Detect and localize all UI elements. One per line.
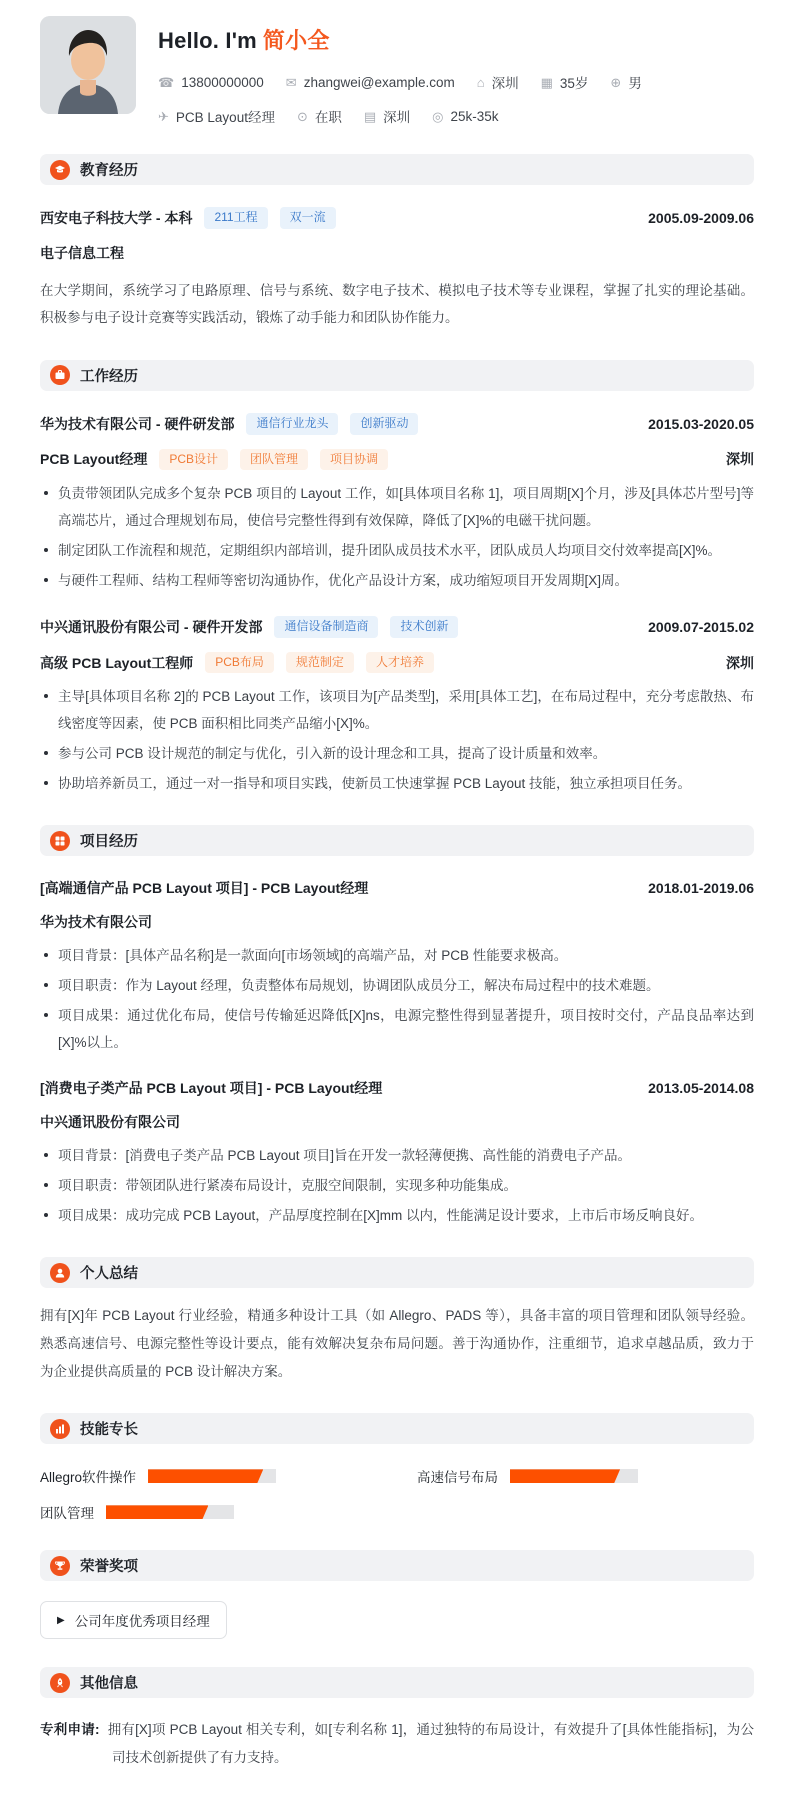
skill-grid — [40, 1466, 754, 1522]
job-title-value: PCB Layout经理 — [175, 110, 275, 125]
project-bullets — [40, 942, 754, 1056]
project-entry-header — [40, 1078, 754, 1098]
other-info-label: 专利申请: — [40, 1722, 100, 1738]
expand-arrow-icon: ▶ — [57, 1614, 65, 1626]
salary-icon: ◎ — [432, 108, 444, 124]
job-title-item — [158, 106, 275, 126]
age-value: 35岁 — [559, 76, 589, 91]
project-name: [消费电子类产品 PCB Layout 项目] - PCB Layout经理 — [40, 1080, 383, 1097]
section-title-skills: 技能专长 — [80, 1422, 138, 1439]
project-name: [高端通信产品 PCB Layout 项目] - PCB Layout经理 — [40, 880, 369, 897]
project-company-row — [40, 912, 754, 932]
company-tag: 通信行业龙头 — [246, 413, 338, 435]
education-date: 2005.09-2009.06 — [648, 209, 754, 226]
project-bullet: 项目背景：[具体产品名称]是一款面向[市场领域]的高端产品，对 PCB 性能要求极高。 — [40, 942, 754, 969]
contact-row-1 — [158, 72, 642, 92]
role-tag: 人才培养 — [366, 652, 434, 674]
project-company: 中兴通讯股份有限公司 — [40, 1114, 180, 1131]
skill-label: Allegro软件操作 — [40, 1470, 137, 1486]
section-title-education: 教育经历 — [80, 163, 138, 179]
skill-bar-fill — [148, 1469, 263, 1483]
avatar-illustration — [40, 16, 136, 114]
job-status-icon: ⊙ — [296, 108, 308, 124]
age-item — [541, 72, 589, 92]
phone-item — [158, 75, 264, 90]
header-main — [158, 16, 642, 126]
summary-icon — [50, 1263, 70, 1283]
job-bullet: 与硬件工程师、结构工程师等密切沟通协作，优化产品设计方案，成功缩短项目开发周期[X]周。 — [40, 567, 754, 594]
job-status-value: 在职 — [314, 110, 342, 125]
projects-icon — [50, 831, 70, 851]
gender-value: 男 — [628, 76, 642, 91]
phone-icon: ☎ — [158, 74, 175, 90]
section-header-other — [40, 1667, 754, 1698]
page-title — [158, 24, 642, 55]
project-entry-header — [40, 878, 754, 898]
job-entry-header — [40, 616, 754, 638]
other-info-text — [40, 1716, 754, 1771]
education-entry-header — [40, 207, 754, 229]
section-header-work — [40, 360, 754, 391]
job-role-row — [40, 652, 754, 674]
section-header-education — [40, 154, 754, 185]
gender-item — [610, 72, 641, 92]
phone-value: 13800000000 — [181, 74, 264, 90]
skill-bar-fill — [106, 1505, 208, 1519]
role-tag: 规范制定 — [286, 652, 354, 674]
avatar — [40, 16, 136, 114]
company-name: 华为技术有限公司 - 硬件研发部 — [40, 415, 235, 432]
section-title-projects: 项目经历 — [80, 834, 138, 851]
company-name: 中兴通讯股份有限公司 - 硬件开发部 — [40, 618, 263, 635]
project-bullet: 项目职责：作为 Layout 经理，负责整体布局规划，协调团队成员分工，解决布局过程中的技术难题。 — [40, 972, 754, 999]
job-title-icon: ✈ — [158, 108, 169, 124]
home-city-item — [477, 72, 519, 92]
honor-label: 公司年度优秀项目经理 — [74, 1614, 210, 1630]
role-name: 高级 PCB Layout工程师 — [40, 654, 194, 671]
section-header-projects — [40, 825, 754, 856]
project-bullet: 项目背景：[消费电子类产品 PCB Layout 项目]旨在开发一款轻薄便携、高性能的消费电子产品。 — [40, 1142, 754, 1169]
work-icon — [50, 365, 70, 385]
project-company-row — [40, 1112, 754, 1132]
education-description: 在大学期间，系统学习了电路原理、信号与系统、数字电子技术、模拟电子技术等专业课程，掌握了扎实的理论基础。积极参与电子设计竞赛等实践活动，锻炼了动手能力和团队协作能力。 — [40, 282, 754, 326]
education-icon — [50, 160, 70, 180]
other-info-icon — [50, 1673, 70, 1693]
section-header-skills — [40, 1413, 754, 1444]
section-header-honors — [40, 1550, 754, 1581]
job-location: 深圳 — [726, 654, 754, 671]
job-bullets — [40, 683, 754, 797]
skill-label: 团队管理 — [40, 1506, 94, 1522]
section-title-honors: 荣誉奖项 — [80, 1559, 138, 1576]
city-icon: ▤ — [363, 108, 377, 124]
email-value: zhangwei@example.com — [303, 74, 455, 90]
job-role-row — [40, 449, 754, 471]
job-date: 2009.07-2015.02 — [648, 618, 754, 635]
skill-item — [40, 1466, 377, 1486]
job-entry-header — [40, 413, 754, 435]
skill-bar-fill — [510, 1469, 620, 1483]
project-date: 2018.01-2019.06 — [648, 880, 754, 897]
project-bullet: 项目成果：成功完成 PCB Layout，产品厚度控制在[X]mm 以内，性能满足设计要求，上市后市场反响良好。 — [40, 1202, 754, 1229]
work-city-item — [364, 106, 410, 126]
other-info-value: 拥有[X]项 PCB Layout 相关专利，如[专利名称 1]，通过独特的布局设计，有效提升了[具体性能指标]，为公司技术创新提供了有力支持。 — [107, 1722, 754, 1765]
skill-item — [417, 1466, 754, 1486]
job-date: 2015.03-2020.05 — [648, 415, 754, 432]
project-bullets — [40, 1142, 754, 1229]
job-bullet: 制定团队工作流程和规范，定期组织内部培训，提升团队成员技术水平，团队成员人均项目交付效率提高[X]%。 — [40, 537, 754, 564]
school-name: 西安电子科技大学 - 本科 — [40, 209, 193, 226]
job-bullet: 负责带领团队完成多个复杂 PCB 项目的 Layout 工作，如[具体项目名称 1]，项目周期[X]个月，涉及[具体芯片型号]等高端芯片，通过合理规划布局，使信号完整性得到有效保障，降低了[X]%的电磁干扰问题。 — [40, 480, 754, 534]
skills-icon — [50, 1419, 70, 1439]
skill-label: 高速信号布局 — [417, 1470, 498, 1486]
email-icon: ✉ — [285, 74, 297, 90]
resume-header — [40, 16, 754, 126]
education-tag: 双一流 — [280, 207, 336, 229]
education-major-row — [40, 243, 754, 263]
major-name: 电子信息工程 — [40, 244, 124, 261]
skill-bar-track — [106, 1505, 234, 1519]
contact-row-2 — [158, 106, 642, 126]
project-date: 2013.05-2014.08 — [648, 1080, 754, 1097]
job-bullet: 协助培养新员工，通过一对一指导和项目实践，使新员工快速掌握 PCB Layout 技能，独立承担项目任务。 — [40, 770, 754, 797]
company-tag: 技术创新 — [390, 616, 458, 638]
job-status-item — [297, 106, 342, 126]
home-city-value: 深圳 — [491, 76, 519, 91]
candidate-name: 简小全 — [262, 28, 330, 53]
company-tag: 创新驱动 — [350, 413, 418, 435]
job-location: 深圳 — [726, 451, 754, 468]
role-tag: PCB设计 — [159, 449, 228, 471]
salary-value: 25k-35k — [450, 108, 499, 124]
section-header-summary — [40, 1257, 754, 1288]
project-bullet: 项目成果：通过优化布局，使信号传输延迟降低[X]ns，电源完整性得到显著提升，项目按时交付，产品良品率达到[X]%以上。 — [40, 1002, 754, 1056]
role-tag: PCB布局 — [205, 652, 274, 674]
section-title-other: 其他信息 — [80, 1676, 138, 1693]
role-name: PCB Layout经理 — [40, 451, 148, 468]
project-company: 华为技术有限公司 — [40, 914, 152, 931]
greeting-text: Hello. I'm — [158, 28, 257, 53]
age-icon: ▦ — [540, 74, 553, 90]
section-title-summary: 个人总结 — [80, 1266, 138, 1283]
work-city-value: 深圳 — [383, 110, 411, 125]
project-bullet: 项目职责：带领团队进行紧凑布局设计，克服空间限制，实现多种功能集成。 — [40, 1172, 754, 1199]
education-tag: 211工程 — [204, 207, 267, 229]
summary-text: 拥有[X]年 PCB Layout 行业经验，精通多种设计工具（如 Allegro、PADS 等），具备丰富的项目管理和团队领导经验。熟悉高速信号、电源完整性等设计要点，能有效解决复杂布局问题。善于沟通协作，注重细节，追求卓越品质，致力于为企业提供高质量的 PCB 设计解决方案。 — [40, 1308, 754, 1379]
skill-item — [40, 1502, 377, 1522]
skill-bar-track — [148, 1469, 276, 1483]
honor-item[interactable] — [40, 1601, 227, 1639]
section-title-work: 工作经历 — [80, 368, 138, 385]
email-item — [286, 75, 455, 90]
gender-icon: ⊕ — [610, 74, 622, 90]
job-bullet: 主导[具体项目名称 2]的 PCB Layout 工作，该项目为[产品类型]，采用[具体工艺]，在布局过程中，充分考虑散热、布线密度等因素，使 PCB 面积相比同类产品缩小[X]%。 — [40, 683, 754, 737]
role-tag: 项目协调 — [320, 449, 388, 471]
home-icon: ⌂ — [476, 74, 485, 90]
company-tag: 通信设备制造商 — [274, 616, 378, 638]
job-bullet: 参与公司 PCB 设计规范的制定与优化，引入新的设计理念和工具，提高了设计质量和效率。 — [40, 740, 754, 767]
role-tag: 团队管理 — [240, 449, 308, 471]
skill-bar-track — [510, 1469, 638, 1483]
honors-icon — [50, 1556, 70, 1576]
salary-item — [432, 109, 498, 124]
job-bullets — [40, 480, 754, 594]
